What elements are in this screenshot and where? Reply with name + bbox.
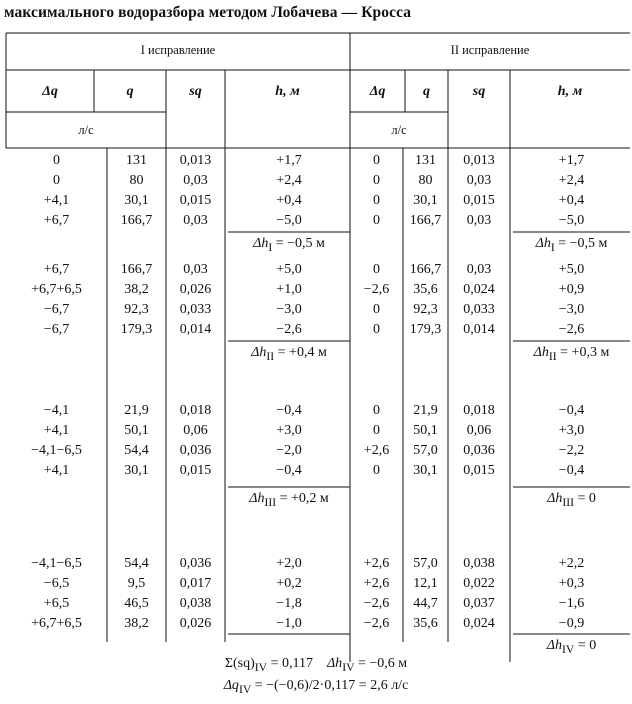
table-cell: 0,015 (463, 193, 495, 208)
table-cell: 0,06 (183, 423, 208, 438)
table-cell: 0,038 (179, 596, 212, 611)
table-cell: 0 (373, 423, 380, 438)
table-cell: 0,026 (179, 616, 212, 631)
table-cell: 54,4 (124, 556, 149, 571)
table-cell: 0,03 (466, 262, 492, 277)
table-cell: 35,6 (413, 282, 438, 297)
page-title: максимального водоразбора методом Лобачева — Кросса (4, 4, 412, 21)
table-cell: +5,0 (276, 262, 302, 277)
table-cell: 0,033 (179, 302, 212, 317)
table-cell: +2,2 (558, 556, 585, 571)
table-cell: 0,03 (466, 173, 492, 188)
table-cell: +0,2 (276, 576, 302, 591)
delta-h-sum: $\Delta h_I = -0,5$ м (535, 236, 608, 254)
table-cell: 30,1 (124, 193, 149, 208)
table-cell: 0 (53, 173, 60, 188)
footer-line-1: $\Sigma(sq)_{IV} = 0,117$ $\Delta h_{IV} = -0,6$ м (224, 656, 408, 674)
table-cell: +3,0 (558, 423, 585, 438)
table-cell: −6,7 (43, 302, 70, 317)
table-cell: +6,7+6,5 (31, 616, 82, 631)
col-h-header-1: h, м (275, 84, 300, 99)
table-cell: 50,1 (413, 423, 438, 438)
col-dq-header-1: Δq (42, 84, 58, 99)
table-cell: −5,0 (558, 213, 585, 228)
table-cell: 179,3 (120, 322, 153, 337)
table-cell: 12,1 (413, 576, 438, 591)
table-cell: −2,6 (363, 596, 390, 611)
table-cell: 0,036 (463, 443, 495, 458)
table-cell: 30,1 (413, 193, 438, 208)
table-cell: 38,2 (124, 616, 149, 631)
table-cell: −2,6 (558, 322, 585, 337)
table-cell: +1,7 (276, 153, 302, 168)
table-cell: 54,4 (124, 443, 149, 458)
table-cell: 0,03 (183, 213, 208, 228)
col-h-header-2: h, м (557, 84, 583, 99)
table-cell: +1,0 (276, 282, 302, 297)
table-cell: 21,9 (413, 403, 438, 418)
table-cell: 30,1 (413, 463, 438, 478)
table-cell: −6,5 (43, 576, 70, 591)
table-cell: 0,015 (463, 463, 495, 478)
table-cell: 57,0 (413, 443, 438, 458)
table-cell: 0,024 (463, 282, 495, 297)
table-cell: −1,6 (558, 596, 585, 611)
table-cell: 9,5 (127, 576, 146, 591)
table-cell: −2,2 (558, 443, 585, 458)
table-cell: 0,014 (179, 322, 212, 337)
table-cell: −0,4 (558, 463, 585, 478)
table-cell: 0,018 (179, 403, 212, 418)
table-cell: +2,0 (276, 556, 302, 571)
table-cell: 0 (373, 403, 380, 418)
table-cell: +0,3 (558, 576, 585, 591)
table-cell: 30,1 (124, 463, 149, 478)
table-cell: 0,017 (179, 576, 212, 591)
table-cell: 38,2 (124, 282, 149, 297)
table-cell: 0 (373, 262, 380, 277)
table-cell: 0 (373, 213, 380, 228)
table-cell: −2,6 (276, 322, 302, 337)
table-cell: −4,1−6,5 (31, 556, 82, 571)
table-cell: +6,7+6,5 (31, 282, 82, 297)
table-cell: 0,024 (463, 616, 495, 631)
table-cell: 0 (373, 322, 380, 337)
delta-h-sum: $\Delta h_{IV} = 0$ (546, 638, 597, 656)
table-cell: +0,4 (558, 193, 585, 208)
table-cell: 44,7 (413, 596, 438, 611)
table-cell: 21,9 (124, 403, 149, 418)
table-cell: +3,0 (276, 423, 302, 438)
table-cell: +4,1 (43, 423, 70, 438)
table-cell: 0 (373, 463, 380, 478)
table-cell: 0,013 (179, 153, 212, 168)
table-cell: 92,3 (413, 302, 438, 317)
col-q-header-2: q (423, 84, 430, 99)
table-cell: −2,6 (363, 282, 390, 297)
table-cell: 0 (373, 193, 380, 208)
table-cell: +0,4 (276, 193, 302, 208)
table-cell: 0,015 (179, 463, 212, 478)
table-cell: 80 (129, 173, 144, 188)
table-cell: 166,7 (120, 213, 153, 228)
table-cell: 0,036 (179, 443, 212, 458)
table-cell: +6,7 (43, 262, 70, 277)
table-cell: 0,037 (463, 596, 495, 611)
table-cell: 0,03 (466, 213, 492, 228)
table-cell: 0,036 (179, 556, 212, 571)
table-cell: 131 (415, 153, 436, 168)
table-cell: 0,014 (463, 322, 495, 337)
table-cell: +2,6 (363, 556, 390, 571)
table-cell: −2,6 (363, 616, 390, 631)
col-dq-header-2: Δq (369, 84, 386, 99)
unit-header-1: л/с (78, 123, 94, 137)
group-2-header: II исправление (450, 43, 530, 57)
table-cell: +6,7 (43, 213, 70, 228)
table-cell: −3,0 (276, 302, 302, 317)
table-cell: −5,0 (276, 213, 302, 228)
table-cell: 92,3 (124, 302, 149, 317)
table-cell: +4,1 (43, 193, 70, 208)
delta-h-sum: $\Delta h_{III} = 0$ (547, 491, 596, 509)
footer-line-2: $\Delta q_{IV} = -(-0,6)/2\cdot 0,117 = 2,6$ л/с (223, 678, 409, 696)
table-cell: −4,1−6,5 (31, 443, 82, 458)
table-cell: 0,026 (179, 282, 212, 297)
table-cell: −1,8 (276, 596, 302, 611)
table-cell: +2,6 (363, 443, 390, 458)
table-cell: −2,0 (276, 443, 302, 458)
table-cell: 0,038 (463, 556, 495, 571)
table-cell: 50,1 (124, 423, 149, 438)
col-sq-header-1: sq (189, 84, 202, 99)
delta-h-sum: $\Delta h_I = -0,5$ м (253, 236, 325, 254)
table-cell: 166,7 (120, 262, 153, 277)
table-cell: 0,033 (463, 302, 495, 317)
table-cell: −1,0 (276, 616, 302, 631)
table-cell: 0,022 (463, 576, 495, 591)
table-cell: +5,0 (558, 262, 585, 277)
delta-h-sum: $\Delta h_{II} = +0,3$ м (533, 345, 610, 363)
table-cell: 0,015 (179, 193, 212, 208)
table-cell: 57,0 (413, 556, 438, 571)
table-cell: 0 (373, 302, 380, 317)
col-q-header-1: q (126, 84, 134, 99)
table-cell: 35,6 (413, 616, 438, 631)
table-cell: 0 (373, 173, 380, 188)
delta-h-sum: $\Delta h_{III} = +0,2$ м (249, 491, 329, 509)
table-cell: +2,6 (363, 576, 390, 591)
table-cell: 166,7 (409, 213, 442, 228)
table-cell: −0,4 (558, 403, 585, 418)
table-cell: 0 (373, 153, 380, 168)
table-cell: 0,03 (183, 262, 208, 277)
group-1-header: I исправление (140, 43, 216, 57)
table-cell: +0,9 (558, 282, 585, 297)
col-sq-header-2: sq (472, 84, 486, 99)
table-cell: +6,5 (43, 596, 70, 611)
table-cell: −0,9 (558, 616, 585, 631)
table-cell: +4,1 (43, 463, 70, 478)
table-cell: −6,7 (43, 322, 70, 337)
table-cell: 166,7 (409, 262, 442, 277)
table-cell: −0,4 (276, 403, 302, 418)
table-cell: 46,5 (124, 596, 149, 611)
table-cell: −3,0 (558, 302, 585, 317)
delta-h-sum: $\Delta h_{II} = +0,4$ м (251, 345, 327, 363)
unit-header-2: л/с (391, 123, 407, 137)
table-cell: +2,4 (276, 173, 302, 188)
table-cell: +1,7 (558, 153, 585, 168)
table-cell: 0,03 (183, 173, 208, 188)
table-cell: 0,018 (463, 403, 495, 418)
table-cell: 80 (418, 173, 433, 188)
table-cell: 0 (53, 153, 60, 168)
table-cell: −4,1 (43, 403, 70, 418)
table-cell: −0,4 (276, 463, 302, 478)
table-cell: 179,3 (409, 322, 442, 337)
table-cell: +2,4 (558, 173, 585, 188)
table-cell: 0,06 (466, 423, 492, 438)
table-cell: 0,013 (463, 153, 495, 168)
table-cell: 131 (126, 153, 147, 168)
